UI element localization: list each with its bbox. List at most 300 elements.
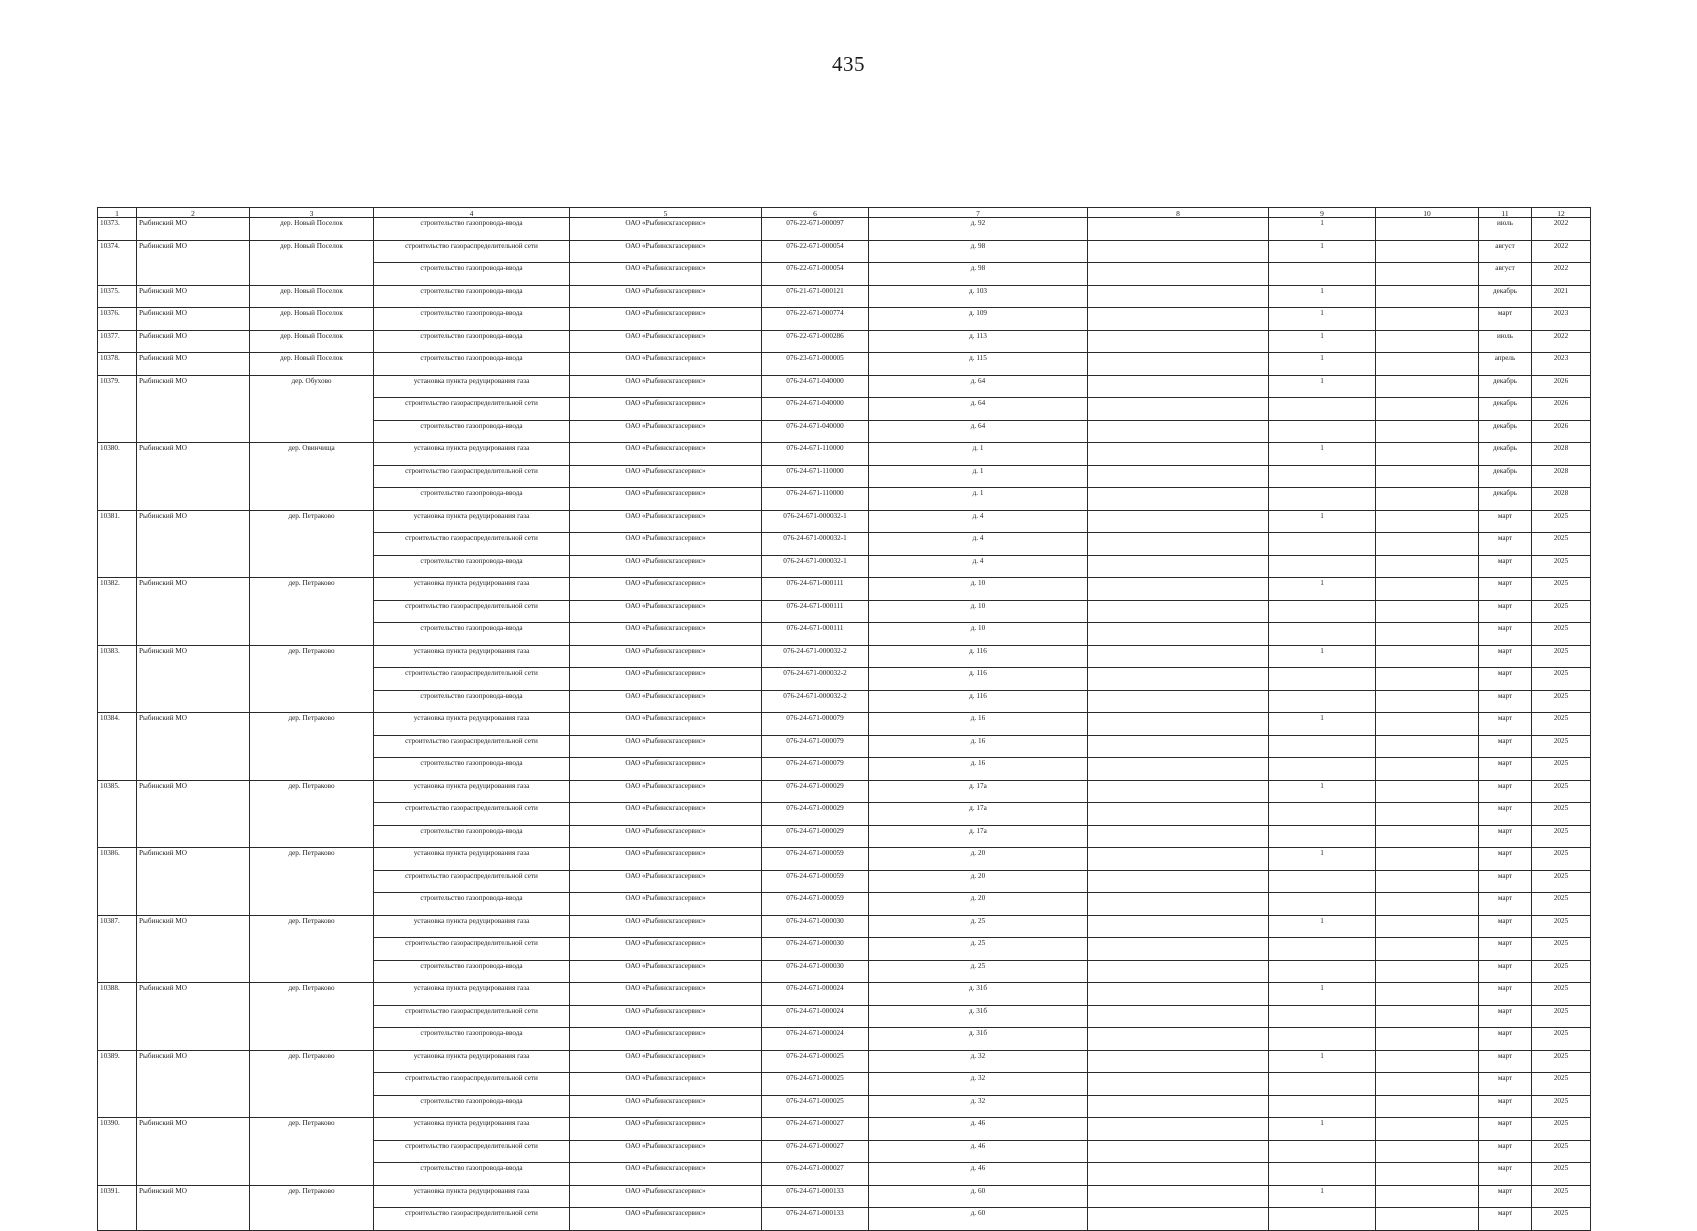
cell-col-10: [1376, 263, 1479, 286]
cell-record-number: 10375.: [98, 285, 137, 308]
cell-month: март: [1479, 870, 1532, 893]
cell-address: д. 4: [869, 555, 1088, 578]
cell-col-10: [1376, 375, 1479, 398]
cell-municipality: Рыбинский МО: [137, 645, 250, 668]
cell-col-9: [1269, 533, 1376, 556]
cell-col-9: 1: [1269, 915, 1376, 938]
table-row: [98, 375, 1591, 398]
cell-year: 2022: [1532, 330, 1591, 353]
cell-organization: ОАО «Рыбинскгазсервис»: [570, 1095, 762, 1118]
cell-object-code: 076-22-671-000054: [762, 263, 869, 286]
cell-municipality: Рыбинский МО: [137, 240, 250, 263]
table-row: [98, 983, 1591, 1006]
cell-settlement: [250, 1005, 374, 1028]
cell-work-type: строительство газопровода-ввода: [374, 1163, 570, 1186]
cell-address: д. 46: [869, 1140, 1088, 1163]
table-row: [98, 1163, 1591, 1186]
cell-record-number: [98, 1095, 137, 1118]
cell-work-type: строительство газораспределительной сети: [374, 938, 570, 961]
cell-settlement: дер. Петраково: [250, 848, 374, 871]
table-row: [98, 353, 1591, 376]
cell-month: март: [1479, 735, 1532, 758]
cell-col-8: [1088, 555, 1269, 578]
cell-col-8: [1088, 915, 1269, 938]
cell-object-code: 076-24-671-000027: [762, 1163, 869, 1186]
cell-organization: ОАО «Рыбинскгазсервис»: [570, 1163, 762, 1186]
cell-year: 2025: [1532, 1028, 1591, 1051]
cell-organization: ОАО «Рыбинскгазсервис»: [570, 263, 762, 286]
cell-work-type: строительство газопровода-ввода: [374, 488, 570, 511]
cell-settlement: дер. Новый Поселок: [250, 218, 374, 241]
cell-address: д. 116: [869, 645, 1088, 668]
cell-col-9: [1269, 398, 1376, 421]
cell-year: 2026: [1532, 420, 1591, 443]
cell-address: д. 20: [869, 893, 1088, 916]
page-number: 435: [832, 52, 865, 76]
cell-municipality: [137, 960, 250, 983]
cell-col-9: [1269, 1073, 1376, 1096]
cell-organization: ОАО «Рыбинскгазсервис»: [570, 938, 762, 961]
cell-municipality: Рыбинский МО: [137, 713, 250, 736]
cell-col-8: [1088, 668, 1269, 691]
cell-address: д. 10: [869, 623, 1088, 646]
cell-settlement: [250, 735, 374, 758]
cell-col-9: 1: [1269, 848, 1376, 871]
cell-address: д. 60: [869, 1185, 1088, 1208]
cell-address: д. 1: [869, 443, 1088, 466]
table-row: [98, 848, 1591, 871]
cell-object-code: 076-24-671-000027: [762, 1140, 869, 1163]
cell-settlement: [250, 1140, 374, 1163]
cell-settlement: дер. Петраково: [250, 1118, 374, 1141]
cell-work-type: строительство газораспределительной сети: [374, 1073, 570, 1096]
cell-work-type: строительство газопровода-ввода: [374, 420, 570, 443]
table-row: [98, 915, 1591, 938]
cell-year: 2025: [1532, 1095, 1591, 1118]
cell-address: д. 32: [869, 1050, 1088, 1073]
cell-col-9: 1: [1269, 1185, 1376, 1208]
cell-col-9: [1269, 735, 1376, 758]
cell-work-type: установка пункта редуцирования газа: [374, 510, 570, 533]
cell-municipality: Рыбинский МО: [137, 443, 250, 466]
cell-organization: ОАО «Рыбинскгазсервис»: [570, 623, 762, 646]
cell-col-10: [1376, 938, 1479, 961]
gasification-table-container: [97, 207, 1590, 1231]
table-row: [98, 1005, 1591, 1028]
cell-year: 2023: [1532, 308, 1591, 331]
cell-col-10: [1376, 353, 1479, 376]
cell-municipality: [137, 1163, 250, 1186]
cell-organization: ОАО «Рыбинскгазсервис»: [570, 1005, 762, 1028]
cell-work-type: строительство газопровода-ввода: [374, 263, 570, 286]
cell-address: д. 16: [869, 735, 1088, 758]
cell-col-10: [1376, 1095, 1479, 1118]
cell-year: 2025: [1532, 915, 1591, 938]
cell-record-number: [98, 1005, 137, 1028]
cell-col-10: [1376, 983, 1479, 1006]
cell-address: д. 25: [869, 960, 1088, 983]
cell-work-type: установка пункта редуцирования газа: [374, 578, 570, 601]
table-row: [98, 1118, 1591, 1141]
table-row: [98, 735, 1591, 758]
cell-year: 2025: [1532, 1118, 1591, 1141]
header-col-5: 5: [570, 208, 762, 218]
cell-address: д. 103: [869, 285, 1088, 308]
cell-object-code: 076-23-671-000005: [762, 353, 869, 376]
cell-object-code: 076-24-671-000032-2: [762, 668, 869, 691]
cell-record-number: [98, 668, 137, 691]
cell-col-10: [1376, 623, 1479, 646]
cell-col-9: 1: [1269, 983, 1376, 1006]
cell-col-10: [1376, 308, 1479, 331]
cell-year: 2025: [1532, 983, 1591, 1006]
cell-record-number: [98, 825, 137, 848]
cell-record-number: [98, 803, 137, 826]
cell-col-9: [1269, 825, 1376, 848]
cell-record-number: 10374.: [98, 240, 137, 263]
cell-year: 2026: [1532, 375, 1591, 398]
cell-settlement: [250, 1028, 374, 1051]
cell-municipality: Рыбинский МО: [137, 578, 250, 601]
cell-object-code: 076-22-671-000097: [762, 218, 869, 241]
cell-settlement: [250, 803, 374, 826]
cell-record-number: 10386.: [98, 848, 137, 871]
table-row: [98, 533, 1591, 556]
cell-record-number: 10384.: [98, 713, 137, 736]
cell-col-10: [1376, 420, 1479, 443]
table-row: [98, 1140, 1591, 1163]
cell-address: д. 17а: [869, 825, 1088, 848]
cell-col-8: [1088, 645, 1269, 668]
cell-col-10: [1376, 668, 1479, 691]
cell-record-number: [98, 1028, 137, 1051]
cell-work-type: установка пункта редуцирования газа: [374, 713, 570, 736]
table-header: [98, 208, 1591, 218]
cell-month: март: [1479, 825, 1532, 848]
cell-month: март: [1479, 758, 1532, 781]
cell-col-8: [1088, 1073, 1269, 1096]
cell-month: июль: [1479, 330, 1532, 353]
cell-object-code: 076-24-671-000111: [762, 578, 869, 601]
cell-organization: ОАО «Рыбинскгазсервис»: [570, 443, 762, 466]
cell-col-8: [1088, 218, 1269, 241]
cell-municipality: [137, 1073, 250, 1096]
cell-municipality: [137, 735, 250, 758]
cell-record-number: [98, 623, 137, 646]
cell-col-9: 1: [1269, 330, 1376, 353]
cell-organization: ОАО «Рыбинскгазсервис»: [570, 735, 762, 758]
cell-work-type: строительство газопровода-ввода: [374, 623, 570, 646]
cell-work-type: строительство газопровода-ввода: [374, 555, 570, 578]
cell-work-type: установка пункта редуцирования газа: [374, 375, 570, 398]
cell-year: 2025: [1532, 735, 1591, 758]
table-body: [98, 218, 1591, 1231]
cell-col-9: [1269, 263, 1376, 286]
cell-col-9: 1: [1269, 308, 1376, 331]
cell-work-type: строительство газораспределительной сети: [374, 1208, 570, 1231]
cell-organization: ОАО «Рыбинскгазсервис»: [570, 1118, 762, 1141]
cell-year: 2025: [1532, 825, 1591, 848]
cell-record-number: 10379.: [98, 375, 137, 398]
cell-record-number: 10383.: [98, 645, 137, 668]
cell-settlement: [250, 623, 374, 646]
cell-municipality: [137, 1208, 250, 1231]
cell-year: 2028: [1532, 465, 1591, 488]
cell-settlement: [250, 555, 374, 578]
cell-record-number: [98, 488, 137, 511]
cell-settlement: дер. Новый Поселок: [250, 330, 374, 353]
cell-month: март: [1479, 690, 1532, 713]
cell-month: март: [1479, 578, 1532, 601]
cell-object-code: 076-24-671-000024: [762, 983, 869, 1006]
cell-work-type: строительство газопровода-ввода: [374, 1095, 570, 1118]
cell-col-8: [1088, 983, 1269, 1006]
cell-municipality: [137, 1005, 250, 1028]
cell-organization: ОАО «Рыбинскгазсервис»: [570, 465, 762, 488]
cell-object-code: 076-24-671-000030: [762, 915, 869, 938]
cell-object-code: 076-22-671-000054: [762, 240, 869, 263]
cell-organization: ОАО «Рыбинскгазсервис»: [570, 600, 762, 623]
cell-object-code: 076-24-671-000079: [762, 713, 869, 736]
cell-col-10: [1376, 240, 1479, 263]
cell-year: 2026: [1532, 398, 1591, 421]
cell-address: д. 116: [869, 668, 1088, 691]
cell-month: декабрь: [1479, 375, 1532, 398]
cell-record-number: 10387.: [98, 915, 137, 938]
cell-settlement: [250, 533, 374, 556]
table-row: [98, 803, 1591, 826]
cell-address: д. 46: [869, 1118, 1088, 1141]
cell-object-code: 076-24-671-000079: [762, 735, 869, 758]
cell-settlement: дер. Новый Поселок: [250, 285, 374, 308]
cell-work-type: строительство газопровода-ввода: [374, 690, 570, 713]
cell-municipality: [137, 1095, 250, 1118]
header-col-4: 4: [374, 208, 570, 218]
cell-address: д. 113: [869, 330, 1088, 353]
cell-record-number: [98, 870, 137, 893]
cell-organization: ОАО «Рыбинскгазсервис»: [570, 1140, 762, 1163]
cell-object-code: 076-24-671-040000: [762, 375, 869, 398]
cell-col-10: [1376, 825, 1479, 848]
cell-address: д. 109: [869, 308, 1088, 331]
cell-col-8: [1088, 308, 1269, 331]
cell-work-type: строительство газораспределительной сети: [374, 1005, 570, 1028]
cell-organization: ОАО «Рыбинскгазсервис»: [570, 690, 762, 713]
cell-col-10: [1376, 1073, 1479, 1096]
cell-settlement: [250, 938, 374, 961]
cell-year: 2025: [1532, 938, 1591, 961]
cell-record-number: 10373.: [98, 218, 137, 241]
cell-record-number: [98, 758, 137, 781]
cell-year: 2028: [1532, 488, 1591, 511]
cell-work-type: строительство газопровода-ввода: [374, 893, 570, 916]
cell-col-10: [1376, 1005, 1479, 1028]
table-row: [98, 713, 1591, 736]
header-col-2: 2: [137, 208, 250, 218]
cell-organization: ОАО «Рыбинскгазсервис»: [570, 780, 762, 803]
cell-col-10: [1376, 1208, 1479, 1231]
gasification-table: [97, 207, 1591, 1231]
cell-address: д. 20: [869, 870, 1088, 893]
cell-record-number: [98, 1208, 137, 1231]
cell-organization: ОАО «Рыбинскгазсервис»: [570, 285, 762, 308]
cell-record-number: [98, 938, 137, 961]
cell-organization: ОАО «Рыбинскгазсервис»: [570, 555, 762, 578]
cell-col-8: [1088, 1028, 1269, 1051]
cell-col-9: [1269, 893, 1376, 916]
cell-work-type: строительство газопровода-ввода: [374, 308, 570, 331]
cell-work-type: строительство газораспределительной сети: [374, 668, 570, 691]
cell-object-code: 076-24-671-000032-2: [762, 645, 869, 668]
cell-col-8: [1088, 848, 1269, 871]
table-row: [98, 780, 1591, 803]
header-col-6: 6: [762, 208, 869, 218]
cell-work-type: установка пункта редуцирования газа: [374, 983, 570, 1006]
cell-col-10: [1376, 555, 1479, 578]
cell-col-10: [1376, 848, 1479, 871]
cell-col-9: 1: [1269, 375, 1376, 398]
cell-month: декабрь: [1479, 285, 1532, 308]
cell-settlement: [250, 600, 374, 623]
table-row: [98, 600, 1591, 623]
cell-record-number: [98, 263, 137, 286]
cell-col-9: 1: [1269, 780, 1376, 803]
cell-col-8: [1088, 353, 1269, 376]
header-col-11: 11: [1479, 208, 1532, 218]
cell-settlement: [250, 488, 374, 511]
cell-month: март: [1479, 555, 1532, 578]
cell-year: 2025: [1532, 555, 1591, 578]
cell-col-10: [1376, 960, 1479, 983]
cell-year: 2028: [1532, 443, 1591, 466]
cell-work-type: строительство газораспределительной сети: [374, 398, 570, 421]
cell-settlement: [250, 1073, 374, 1096]
cell-municipality: [137, 825, 250, 848]
cell-record-number: [98, 600, 137, 623]
cell-settlement: дер. Петраково: [250, 983, 374, 1006]
cell-work-type: строительство газораспределительной сети: [374, 240, 570, 263]
cell-year: 2025: [1532, 1073, 1591, 1096]
cell-municipality: [137, 758, 250, 781]
cell-object-code: 076-24-671-000059: [762, 848, 869, 871]
cell-organization: ОАО «Рыбинскгазсервис»: [570, 353, 762, 376]
cell-address: д. 32: [869, 1095, 1088, 1118]
cell-col-9: 1: [1269, 240, 1376, 263]
cell-settlement: дер. Петраково: [250, 578, 374, 601]
cell-month: март: [1479, 960, 1532, 983]
cell-settlement: [250, 668, 374, 691]
cell-address: д. 1: [869, 465, 1088, 488]
cell-year: 2025: [1532, 668, 1591, 691]
cell-record-number: [98, 533, 137, 556]
cell-municipality: [137, 600, 250, 623]
cell-municipality: [137, 555, 250, 578]
cell-object-code: 076-24-671-040000: [762, 420, 869, 443]
cell-municipality: Рыбинский МО: [137, 353, 250, 376]
cell-col-10: [1376, 915, 1479, 938]
cell-col-8: [1088, 443, 1269, 466]
header-row: [98, 208, 1591, 218]
cell-work-type: строительство газопровода-ввода: [374, 285, 570, 308]
cell-col-10: [1376, 465, 1479, 488]
table-row: [98, 758, 1591, 781]
table-row: [98, 690, 1591, 713]
cell-col-8: [1088, 263, 1269, 286]
cell-organization: ОАО «Рыбинскгазсервис»: [570, 870, 762, 893]
table-row: [98, 240, 1591, 263]
cell-work-type: строительство газопровода-ввода: [374, 758, 570, 781]
cell-col-9: 1: [1269, 285, 1376, 308]
cell-year: 2021: [1532, 285, 1591, 308]
cell-year: 2025: [1532, 713, 1591, 736]
cell-municipality: [137, 623, 250, 646]
cell-address: д. 60: [869, 1208, 1088, 1231]
cell-col-8: [1088, 420, 1269, 443]
cell-record-number: 10390.: [98, 1118, 137, 1141]
cell-col-8: [1088, 803, 1269, 826]
table-row: [98, 398, 1591, 421]
cell-month: август: [1479, 240, 1532, 263]
cell-year: 2025: [1532, 690, 1591, 713]
cell-col-8: [1088, 375, 1269, 398]
cell-work-type: установка пункта редуцирования газа: [374, 780, 570, 803]
cell-col-9: 1: [1269, 443, 1376, 466]
cell-record-number: 10380.: [98, 443, 137, 466]
cell-year: 2022: [1532, 218, 1591, 241]
cell-municipality: [137, 398, 250, 421]
cell-settlement: [250, 893, 374, 916]
cell-col-8: [1088, 938, 1269, 961]
cell-settlement: дер. Новый Поселок: [250, 308, 374, 331]
cell-month: март: [1479, 668, 1532, 691]
cell-year: 2025: [1532, 848, 1591, 871]
table-row: [98, 555, 1591, 578]
cell-municipality: Рыбинский МО: [137, 218, 250, 241]
cell-municipality: [137, 668, 250, 691]
cell-month: март: [1479, 848, 1532, 871]
cell-record-number: [98, 1073, 137, 1096]
cell-col-9: 1: [1269, 510, 1376, 533]
cell-col-9: [1269, 1028, 1376, 1051]
table-row: [98, 285, 1591, 308]
cell-address: д. 31б: [869, 1028, 1088, 1051]
cell-work-type: строительство газопровода-ввода: [374, 1028, 570, 1051]
cell-municipality: [137, 938, 250, 961]
cell-col-9: [1269, 1140, 1376, 1163]
cell-municipality: [137, 893, 250, 916]
cell-year: 2025: [1532, 1208, 1591, 1231]
cell-col-10: [1376, 713, 1479, 736]
cell-col-8: [1088, 285, 1269, 308]
cell-work-type: строительство газораспределительной сети: [374, 600, 570, 623]
cell-organization: ОАО «Рыбинскгазсервис»: [570, 1208, 762, 1231]
cell-month: март: [1479, 713, 1532, 736]
cell-record-number: 10389.: [98, 1050, 137, 1073]
cell-object-code: 076-24-671-000032-1: [762, 555, 869, 578]
cell-col-10: [1376, 285, 1479, 308]
cell-address: д. 10: [869, 600, 1088, 623]
cell-col-8: [1088, 1095, 1269, 1118]
cell-municipality: Рыбинский МО: [137, 915, 250, 938]
cell-col-9: 1: [1269, 353, 1376, 376]
cell-settlement: [250, 398, 374, 421]
cell-month: март: [1479, 510, 1532, 533]
cell-work-type: строительство газопровода-ввода: [374, 353, 570, 376]
cell-year: 2025: [1532, 1185, 1591, 1208]
cell-settlement: дер. Новый Поселок: [250, 240, 374, 263]
cell-work-type: строительство газораспределительной сети: [374, 735, 570, 758]
cell-year: 2022: [1532, 240, 1591, 263]
